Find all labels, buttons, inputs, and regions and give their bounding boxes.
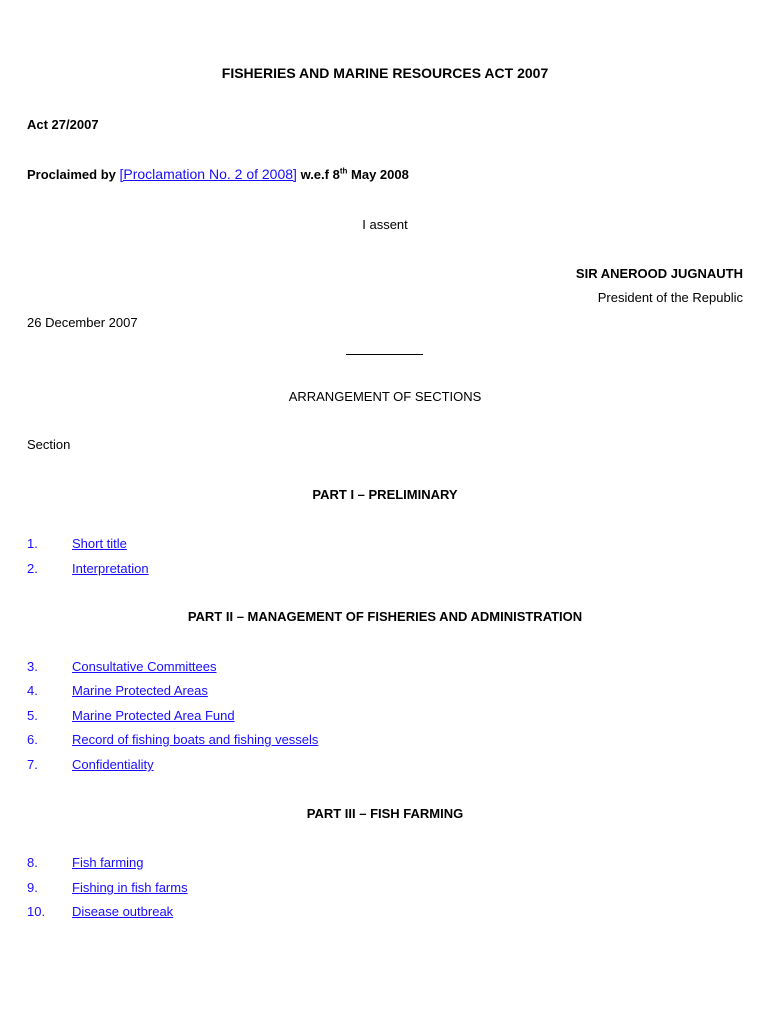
toc-title: Fishing in fish farms [72,880,188,895]
toc-number: 9. [27,880,38,895]
assent-text: I assent [362,217,408,232]
part-heading: PART III – FISH FARMING [306,806,464,821]
toc-title: Disease outbreak [72,904,174,919]
wef-prefix: w.e.f 8 [300,167,340,182]
toc-title: Short title [72,536,127,551]
part-heading: PART II – MANAGEMENT OF FISHERIES AND ADMINISTRATION [187,609,583,624]
toc-link-section-4[interactable] [27,683,208,698]
toc-link-section-6[interactable] [27,732,318,747]
toc-link-section-2[interactable] [27,561,149,576]
toc-link-section-1[interactable] [27,536,127,551]
toc-link-section-9[interactable] [27,880,188,895]
section-label: Section [27,437,71,452]
toc-link-section-10[interactable] [27,904,173,919]
toc-link-section-3[interactable] [27,659,217,674]
toc-title: Confidentiality [72,757,154,772]
toc-number: 5. [27,708,38,723]
toc-title: Marine Protected Areas [72,683,208,698]
toc-number: 6. [27,732,38,747]
toc-number: 2. [27,561,38,576]
toc-number: 1. [27,536,38,551]
assent-date: 26 December 2007 [27,315,138,330]
toc-link-section-7[interactable] [27,757,154,772]
toc-number: 4. [27,683,38,698]
signatory-name: SIR ANEROOD JUGNAUTH [575,266,743,281]
toc-title: Interpretation [72,561,149,576]
toc-link-section-8[interactable] [27,855,144,870]
toc-title: Record of fishing boats and fishing vessels [72,732,319,747]
toc-number: 7. [27,757,38,772]
act-number: Act 27/2007 [27,117,99,132]
toc-link-section-5[interactable] [27,708,235,723]
proclaimed-prefix: Proclaimed by [27,167,116,182]
proclamation-line [27,166,409,182]
toc-title: Consultative Committees [72,659,217,674]
proclamation-link[interactable]: [Proclamation No. 2 of 2008] [119,166,297,182]
arrangement-heading: ARRANGEMENT OF SECTIONS [288,389,482,404]
toc-number: 3. [27,659,38,674]
toc-title: Marine Protected Area Fund [72,708,235,723]
toc-title: Fish farming [72,855,144,870]
part-heading: PART I – PRELIMINARY [312,487,458,502]
wef-sup: th [339,166,348,176]
signatory-title: President of the Republic [597,290,743,305]
toc-number: 8. [27,855,38,870]
document-title: FISHERIES AND MARINE RESOURCES ACT 2007 [221,65,549,81]
toc-number: 10. [27,904,46,919]
divider [346,354,423,355]
wef-suffix: May 2008 [351,167,409,182]
